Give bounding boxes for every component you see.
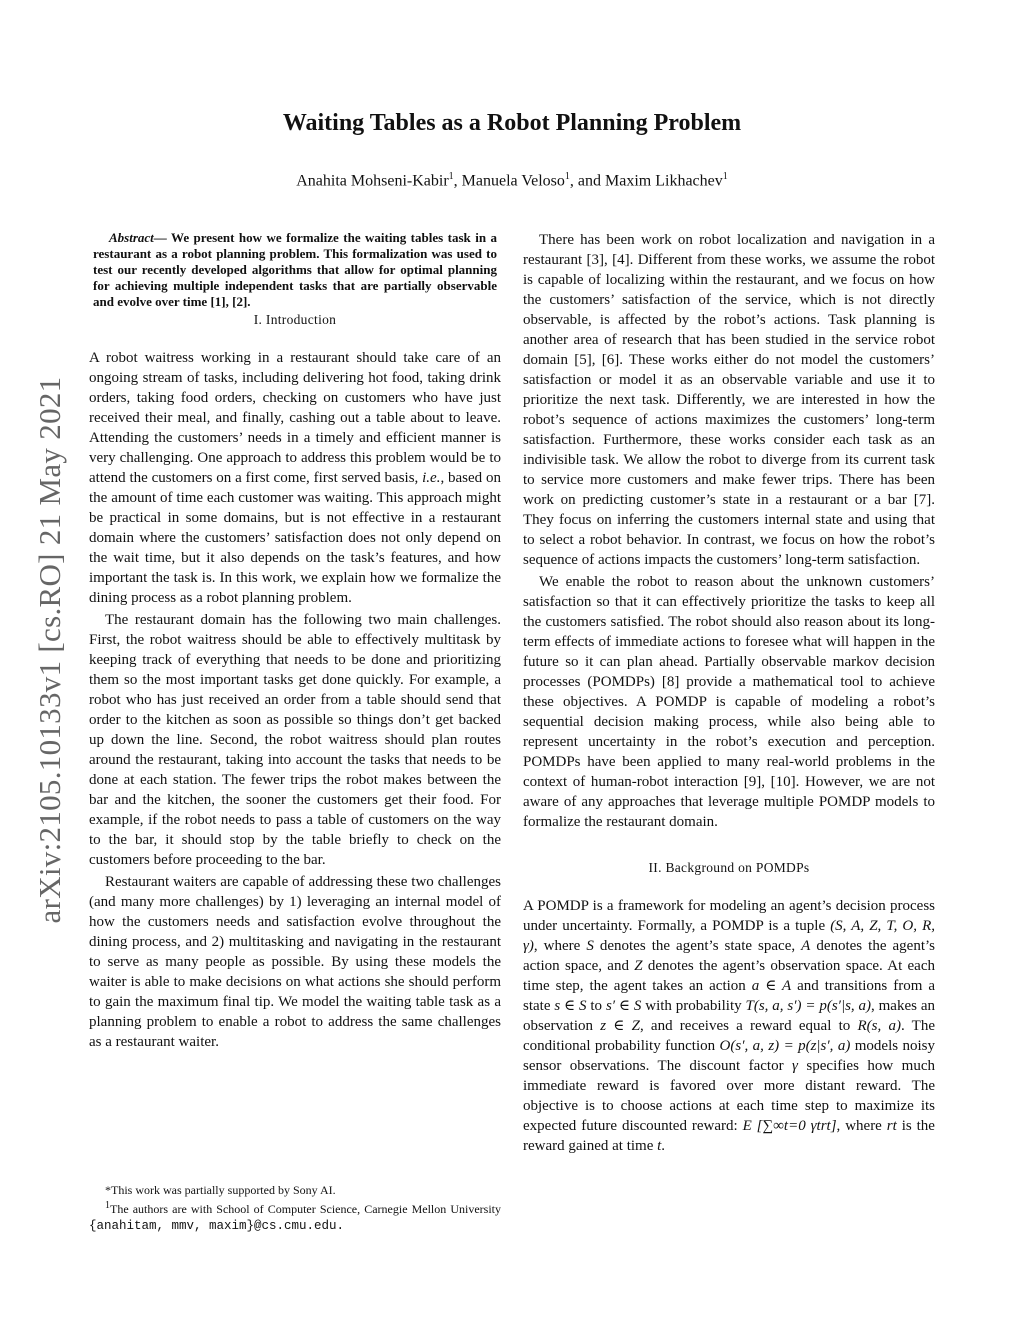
paragraph-text: with probability bbox=[641, 998, 746, 1014]
section-heading-background: II. Background on POMDPs bbox=[648, 860, 810, 875]
author-separator: , and bbox=[569, 172, 605, 190]
paragraph: Restaurant waiters are capable of addressing these two challenges (and many more challenges) by 1) leveraging an internal model of how the customers needs and satisfaction evolve throughout the dining process, and 2) multitasking and navigating in the restaurant to serve as many people as possible. By using these models the waiter is able to make decisions on what actions she should perform to gain the maximum final tip. We model the waiting table task as a planning problem to enable a robot to address the same challenges as a restaurant waiter. bbox=[89, 874, 501, 1050]
author-name: Manuela Veloso bbox=[461, 172, 565, 190]
paragraph bbox=[523, 896, 935, 1156]
paper-title: Waiting Tables as a Robot Planning Problem bbox=[282, 110, 742, 136]
affiliation-mark: 1 bbox=[448, 171, 454, 182]
math-expression: a ∈ A bbox=[751, 978, 792, 994]
affiliation-mark: 1 bbox=[564, 171, 570, 182]
math-expression: A bbox=[801, 938, 811, 954]
math-expression: Z bbox=[634, 958, 643, 974]
math-expression: T(s, a, s′) = p(s′|s, a) bbox=[745, 998, 872, 1014]
paragraph: We enable the robot to reason about the unknown customers’ satisfaction so that it can effectively prioritize the tasks to keep all the customers satisfied. The robot should also reason about its long-term effects of immediate actions to foresee what will happen in the future so it can plan ahead. Partially observable markov decision processes (POMDPs) [8] provide a mathematical tool to achieve these objectives. A POMDP is capable of modeling a robot’s sequential decision making process, while also being able to represent uncertainty in the robot’s execution and perception. POMDPs have been applied to many real-world problems in the context of human-robot interaction [9], [10]. However, we are not aware of any approaches that leverage multiple POMDP models to formalize the restaurant domain. bbox=[523, 574, 935, 830]
math-expression: O(s′, a, z) = p(z|s′, a) bbox=[719, 1038, 851, 1054]
abstract-label: Abstract bbox=[109, 230, 154, 245]
math-expression: R(s, a) bbox=[857, 1018, 901, 1034]
paragraph-text: A robot waitress working in a restaurant should take care of an ongoing stream of tasks, including delivering hot food, taking drink orders, taking food orders, checking on customers who have just received their meal, and finally, cashing out a table about to leave. Attending the customers’ needs in a timely and efficient manner is very challenging. One approach to address this problem would be to attend the customers on a first come, first served basis, bbox=[89, 350, 501, 486]
math-expression: (S, A, Z, T, O, R, γ) bbox=[523, 918, 935, 954]
footnote-mark: 1 bbox=[105, 1200, 110, 1211]
paragraph-text: . bbox=[661, 1138, 666, 1154]
math-expression: s′ ∈ S bbox=[605, 998, 642, 1014]
paragraph-text: . The conditional probability function bbox=[523, 1018, 935, 1054]
author-name: Anahita Mohseni-Kabir bbox=[296, 172, 449, 190]
paragraph-text: denotes the agent’s state space, bbox=[593, 938, 802, 954]
author-list bbox=[0, 171, 1024, 190]
paragraph-text: , and receives a reward equal to bbox=[639, 1018, 858, 1034]
paragraph-text: A POMDP is a framework for modeling an agent’s decision process under uncertainty. Formally, a POMDP is a tuple bbox=[523, 898, 935, 934]
paragraph-text: is the reward gained at time bbox=[523, 1118, 935, 1154]
math-expression: z ∈ Z bbox=[600, 1018, 640, 1034]
paragraph-text: and transitions from a state bbox=[523, 978, 935, 1014]
author-name: Maxim Likhachev bbox=[605, 172, 723, 190]
paragraph: There has been work on robot localization and navigation in a restaurant [3], [4]. Different from these works, we assume the robot is capable of localizing within the restaurant, and we focus on how the customers’ satisfaction of the service, which is not directly observable, is affected by the robot’s actions. Task planning is another area of research that has been studied in the service robot domain [5], [6]. These works either do not model the customers’ satisfaction or model it as an observable variable and use it to prioritize the next task. Differently, we are interested in how the robot’s sequence of actions maximizes the customers’ long-term satisfaction. Furthermore, these works consider each task as an indivisible task. We allow the robot to diverge from its current task to service more customers and make fewer trips. There has been work on predicting customer’s state in a restaurant or a bar [7]. They focus on inferring the customers internal state and using that to select a robot behavior. In contrast, we focus on how the robot’s sequence of actions impacts the customers’ long-term satisfaction. bbox=[523, 232, 935, 568]
affiliation-mark: 1 bbox=[722, 171, 728, 182]
math-expression: t bbox=[657, 1138, 662, 1154]
arxiv-identifier-text: arXiv:2105.10133v1 [cs.RO] 21 May 2021 bbox=[32, 376, 67, 924]
paragraph-text: , makes an observation bbox=[523, 998, 935, 1034]
right-column bbox=[523, 230, 935, 1156]
paragraph: The restaurant domain has the following two main challenges. First, the robot waitress should be able to effectively multitask by keeping track of everything that needs to be done and prioritizing them so the most important tasks get done quickly. For example, a robot who has just received an order from a table should send that order to the kitchen as soon as possible so things don’t get backed up down the line. Second, the robot waitress should plan routes around the restaurant, taking into account the tasks that needs to be done at each station. The fewer trips the robot makes between the bar and the kitchen, the sooner the customers get their food. For example, if the robot needs to pass a table of customers on the way to the bar, it should stop by the table briefly to check on the customers before proceeding to the bar. bbox=[89, 612, 501, 868]
paragraph-text: , where bbox=[836, 1118, 887, 1134]
footnote-funding: *This work was partially supported by Sony AI. bbox=[105, 1183, 336, 1197]
math-expression: E [∑∞t=0 γtrt] bbox=[742, 1118, 837, 1134]
paragraph-text: denotes the agent’s action space, and bbox=[523, 938, 935, 974]
footnote-text: The authors are with School of Computer Science, Carnegie Mellon University bbox=[110, 1202, 501, 1216]
author-separator: , bbox=[453, 172, 462, 190]
left-column bbox=[89, 230, 501, 1052]
paragraph-text: i.e. bbox=[422, 470, 441, 486]
math-expression: rt bbox=[886, 1118, 897, 1134]
paragraph-text: models noisy sensor observations. The discount factor bbox=[523, 1038, 936, 1074]
arxiv-identifier bbox=[30, 345, 70, 955]
abstract-dash: — bbox=[153, 230, 172, 245]
paragraph bbox=[89, 348, 501, 608]
math-expression: γ bbox=[792, 1058, 798, 1074]
section-heading-introduction: I. Introduction bbox=[253, 312, 337, 327]
footnote-affiliation bbox=[89, 1198, 501, 1234]
paragraph-text: denotes the agent’s observation space. At each time step, the agent takes an action bbox=[523, 958, 935, 994]
abstract bbox=[89, 230, 501, 310]
math-expression: S bbox=[586, 938, 594, 954]
author-emails: {anahitam, mmv, maxim}@cs.cmu.edu. bbox=[89, 1219, 345, 1233]
paragraph-text: , based on the amount of time each customer was waiting. This approach might be practical in some domains, but is not effective in a restaurant domain where the customers’ satisfaction does not only depend on the wait time, but it also depends on the task’s features, and how important the task is. In this work, we explain how we formalize the dining process as a robot planning problem. bbox=[89, 470, 501, 606]
paragraph-text: to bbox=[586, 998, 606, 1014]
math-expression: s ∈ S bbox=[554, 998, 587, 1014]
paragraph-text: , where bbox=[533, 938, 587, 954]
paragraph-text: specifies how much immediate reward is favored over more distant reward. The objective is to choose actions at each time step to maximize its expected future discounted reward: bbox=[523, 1058, 935, 1134]
abstract-text: We present how we formalize the waiting tables task in a restaurant as a robot planning problem. This formalization was used to test our recently developed algorithms that allow for optimal planning for achieving multiple independent tasks that are partially observable and evolve over time [1], [2]. bbox=[93, 230, 498, 309]
footnotes bbox=[89, 1182, 501, 1234]
